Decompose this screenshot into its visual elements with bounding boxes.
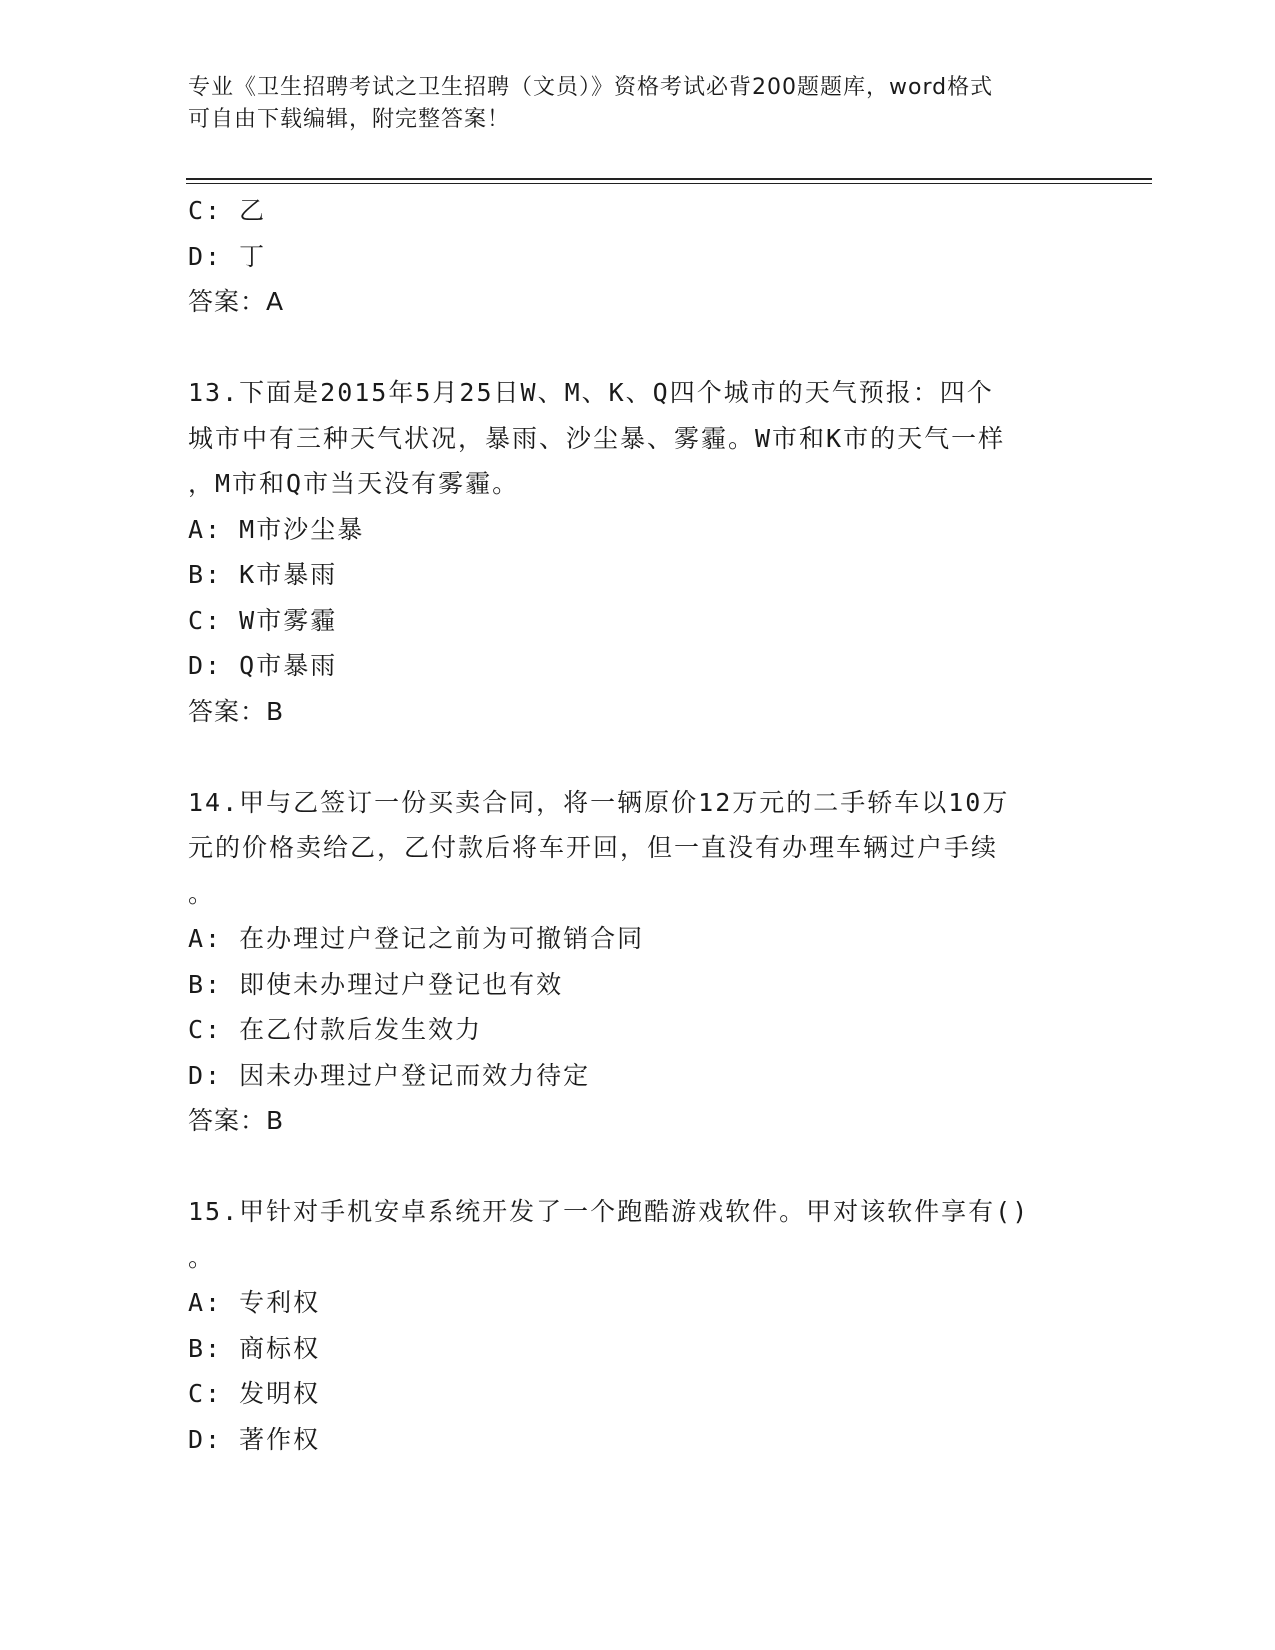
question-15 bbox=[188, 1189, 1088, 1462]
option-d: D: 因未办理过户登记而效力待定 bbox=[188, 1060, 591, 1090]
spacer bbox=[188, 734, 1088, 780]
header-rule-top bbox=[186, 178, 1152, 180]
option-a: A: 在办理过户登记之前为可撤销合同 bbox=[188, 924, 645, 953]
option-d: D: Q市暴雨 bbox=[188, 651, 338, 680]
question-text-line: 13.下面是2015年5月25日W、M、K、Q四个城市的天气预报：四个 bbox=[188, 378, 994, 407]
answer-line: 答案：B bbox=[188, 1106, 285, 1135]
question-text-line: ，M市和Q市当天没有雾霾。 bbox=[188, 469, 520, 498]
header-line-2: 可自由下载编辑，附完整答案！ bbox=[188, 107, 511, 132]
question-text-line: 15.甲针对手机安卓系统开发了一个跑酷游戏软件。甲对该软件享有() bbox=[188, 1197, 1030, 1226]
option-c: C: W市雾霾 bbox=[188, 605, 338, 635]
option-b: B: 商标权 bbox=[188, 1333, 321, 1363]
question-text-line: 14.甲与乙签订一份买卖合同，将一辆原价12万元的二手轿车以10万 bbox=[188, 787, 1010, 817]
option-c: C: 发明权 bbox=[188, 1379, 321, 1408]
page-header bbox=[188, 72, 1088, 136]
question-text-line: 元的价格卖给乙，乙付款后将车开回，但一直没有办理车辆过户手续 bbox=[188, 833, 999, 862]
header-line-1: 专业《卫生招聘考试之卫生招聘（文员）》资格考试必背200题题库，word格式 bbox=[188, 75, 994, 100]
question-text-line: 。 bbox=[188, 1242, 216, 1272]
spacer bbox=[188, 325, 1088, 371]
question-content bbox=[188, 188, 1088, 1462]
option-a: A: 专利权 bbox=[188, 1288, 321, 1317]
option-d: D: 著作权 bbox=[188, 1424, 321, 1454]
question-14 bbox=[188, 780, 1088, 1144]
option-c: C: 乙 bbox=[188, 196, 267, 225]
spacer bbox=[188, 1144, 1088, 1190]
prev-question-tail bbox=[188, 188, 1088, 325]
option-a: A: M市沙尘暴 bbox=[188, 514, 365, 544]
option-c: C: 在乙付款后发生效力 bbox=[188, 1015, 483, 1044]
option-d: D: 丁 bbox=[188, 241, 267, 271]
header-rule-bottom bbox=[186, 183, 1152, 184]
answer-line: 答案：B bbox=[188, 696, 285, 726]
question-13 bbox=[188, 370, 1088, 734]
option-b: B: 即使未办理过户登记也有效 bbox=[188, 969, 564, 999]
question-text-line: 城市中有三种天气状况，暴雨、沙尘暴、雾霾。W市和K市的天气一样 bbox=[188, 423, 1006, 453]
answer-line: 答案：A bbox=[188, 287, 285, 316]
question-text-line: 。 bbox=[188, 878, 216, 908]
option-b: B: K市暴雨 bbox=[188, 560, 338, 589]
